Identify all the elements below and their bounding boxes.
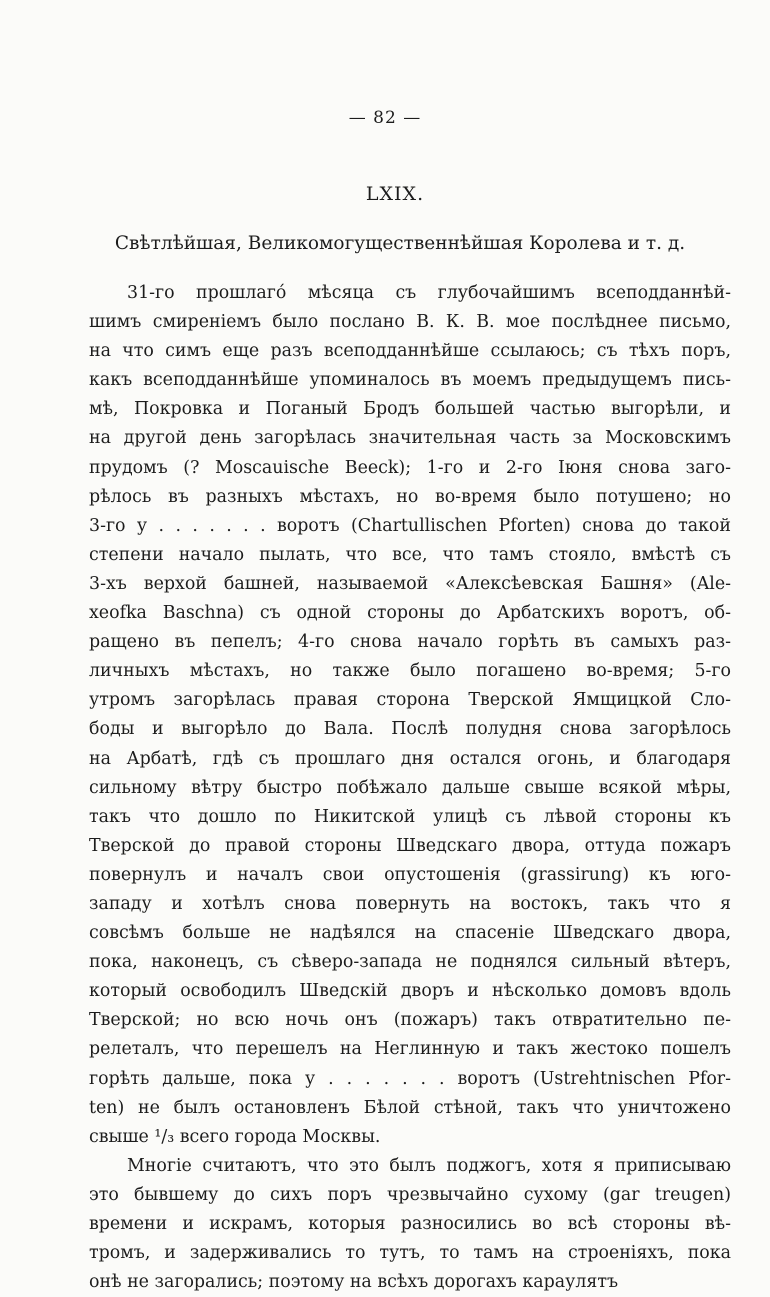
text-line: онѣ не загорались; поэтому на всѣхъ дорогахъ караулятъ [89, 1272, 619, 1293]
text-line: ten) не былъ остановленъ Бѣлой стѣной, такъ что уничтожено [89, 1097, 731, 1118]
text-line: релеталъ, что перешелъ на Неглинную и такъ жестоко пошелъ [89, 1039, 731, 1060]
text-line: пока, наконецъ, съ сѣверо-запада не поднялся сильный вѣтеръ, [89, 952, 731, 973]
text-line: который освободилъ Шведскій дворъ и нѣсколько домовъ вдоль [89, 981, 731, 1002]
text-line: ращено въ пепелъ; 4-го снова начало горѣть въ самыхъ раз- [89, 632, 731, 653]
text-line: времени и искрамъ, которыя разносились во всѣ стороны вѣ- [89, 1214, 731, 1234]
text-line: мѣ, Покровка и Поганый Бродъ большей частью выгорѣли, и [89, 399, 731, 420]
text-line: на что симъ еще разъ всеподданнѣйше ссылаюсь; съ тѣхъ поръ, [89, 341, 731, 362]
text-line: на другой день загорѣлась значительная часть за Московскимъ [89, 428, 731, 449]
text-line: Тверской; но всю ночь онъ (пожаръ) такъ отвратительно пе- [89, 1010, 731, 1031]
text-line: шимъ смиреніемъ было послано В. К. В. мое послѣднее письмо, [89, 312, 731, 333]
text-line: это бывшему до сихъ поръ чрезвычайно сухому (gar treugen) [89, 1184, 731, 1205]
text-line: 31-го прошлагó мѣсяца съ глубочайшимъ всеподданнѣй- [127, 283, 731, 303]
text-line: западу и хотѣлъ снова повернуть на востокъ, такъ что я [89, 893, 731, 914]
text-line: тромъ, и задерживались то тутъ, то тамъ на строеніяхъ, пока [89, 1243, 731, 1264]
text-line: Многіе считаютъ, что это былъ поджогъ, хотя я приписываю [127, 1155, 731, 1176]
text-line: сильному вѣтру быстро побѣжало дальше свыше всякой мѣры, [89, 777, 731, 798]
text-line: рѣлось въ разныхъ мѣстахъ, но во-время было потушено; но [89, 486, 731, 507]
text-line: Тверской до правой стороны Шведскаго двора, оттуда пожаръ [89, 835, 731, 856]
text-line: свыше ¹/₃ всего города Москвы. [89, 1126, 381, 1147]
paragraph [89, 1152, 731, 1297]
text-line: личныхъ мѣстахъ, но также было погашено во-время; 5-го [89, 661, 731, 682]
paragraph [89, 279, 731, 1152]
text-line: горѣть дальше, пока у . . . . . . . воротъ (Ustrehtnischen Pfor- [89, 1068, 731, 1089]
text-line: повернулъ и началъ свои опустошенія (grassirung) къ юго- [89, 864, 731, 885]
text-line: на Арбатѣ, гдѣ съ прошлаго дня остался огонь, и благодаря [89, 748, 731, 769]
text-line: совсѣмъ больше не надѣялся на спасеніе Шведскаго двора, [89, 923, 731, 944]
letter-body [89, 279, 731, 1297]
page-number: — 82 — [348, 108, 422, 128]
text-line: боды и выгорѣло до Вала. Послѣ полудня снова загорѣлось [89, 719, 731, 740]
text-line: 3-го у . . . . . . . воротъ (Chartullischen Pforten) снова до такой [89, 515, 731, 536]
text-line: степени начало пылать, что все, что тамъ стояло, вмѣстѣ съ [89, 544, 731, 565]
text-line: утромъ загорѣлась правая сторона Тверской Ямщицкой Сло- [89, 690, 731, 711]
text-line: 3-хъ верхой башней, называемой «Алексѣевская Башня» (Ale- [89, 573, 731, 594]
text-line: какъ всеподданнѣйше упоминалось въ моемъ предыдущемъ пись- [89, 370, 731, 391]
text-line: xeofka Baschna) съ одной стороны до Арбатскихъ воротъ, об- [89, 603, 731, 624]
letter-number-heading: LXIX. [365, 183, 425, 205]
text-line: прудомъ (? Moscauische Beeck); 1-го и 2-го Іюня снова заго- [89, 457, 731, 478]
text-line: такъ что дошло по Никитской улицѣ съ лѣвой стороны къ [89, 806, 731, 827]
salutation: Свѣтлѣйшая, Великомогущественнѣйшая Королева и т. д. [114, 233, 686, 254]
